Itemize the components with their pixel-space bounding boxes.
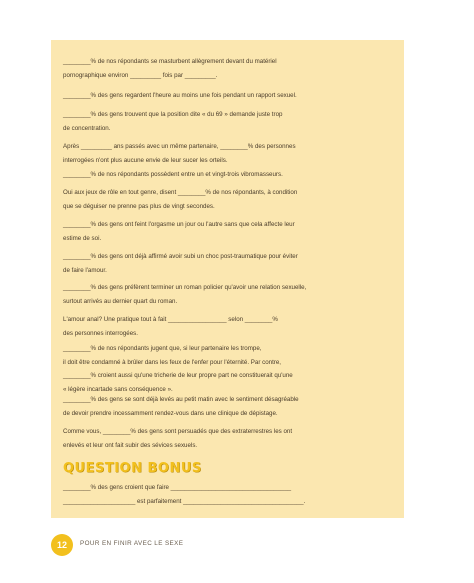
paragraph-toes: Après _________ ans passés avec un même partenaire, ________% des personnes interrogées n'ont plus aucune envie de leur sucer les orteils. [63, 143, 296, 164]
paragraph-vibrators: ________% de nos répondants possèdent entre un et vingt-trois vibromasseurs. [63, 171, 283, 178]
paragraph-clinic: ________% des gens se sont déjà levés au petit matin avec le sentiment désagréable de devoir prendre incessamment rendez-vous dans une clinique de dépistage. [63, 396, 299, 417]
paragraph-69-position: ________% des gens trouvent que la position dite « du 69 » demande juste trop de concentration. [63, 111, 283, 132]
bonus-question: ________% des gens croient que faire ___________________________________ _____________________ est parfaitement ___________________________________. [63, 484, 306, 505]
paragraph-fake-orgasm: ________% des gens ont feint l'orgasme un jour ou l'autre sans que cela affecte leur estime de soi. [63, 221, 295, 242]
paragraph-cheating: ________% de nos répondants jugent que, si leur partenaire les trompe, il doit être condamné à brûler dans les feux de l'enfer pour l'éternité. Par contre, ________% croient aussi qu'une tricherie de leur propre part ne constituerait qu'une « légère incartade sans conséquence ». [63, 345, 293, 393]
paragraph-watch-time: ________% des gens regardent l'heure au moins une fois pendant un rapport sexuel. [63, 92, 297, 99]
bonus-title: QUESTION BONUS [63, 461, 202, 476]
paragraph-masturbation: ________% de nos répondants se masturbent allègrement devant du matériel pornographique environ _________ fois par _________. [63, 58, 277, 79]
paragraph-trauma-excuse: ________% des gens ont déjà affirmé avoir subi un choc post-traumatique pour éviter de faire l'amour. [63, 253, 298, 274]
footer-book-title: POUR EN FINIR AVEC LE SEXE [80, 540, 184, 547]
paragraph-anal: L'amour anal? Une pratique tout à fait _________________ selon ________% des personnes interrogées. [63, 316, 278, 337]
paragraph-aliens: Comme vous, ________% des gens sont persuadés que des extraterrestres les ont enlevés et leur ont fait subir des sévices sexuels. [63, 428, 293, 449]
paragraph-crime-novel: ________% des gens préfèrent terminer un roman policier qu'avoir une relation sexuelle, surtout arrivés au dernier quart du roman. [63, 284, 307, 305]
page-number-badge: 12 [51, 534, 73, 556]
paragraph-role-play: Oui aux jeux de rôle en tout genre, disent ________% de nos répondants, à condition que se déguiser ne prenne pas plus de vingt secondes. [63, 189, 298, 210]
